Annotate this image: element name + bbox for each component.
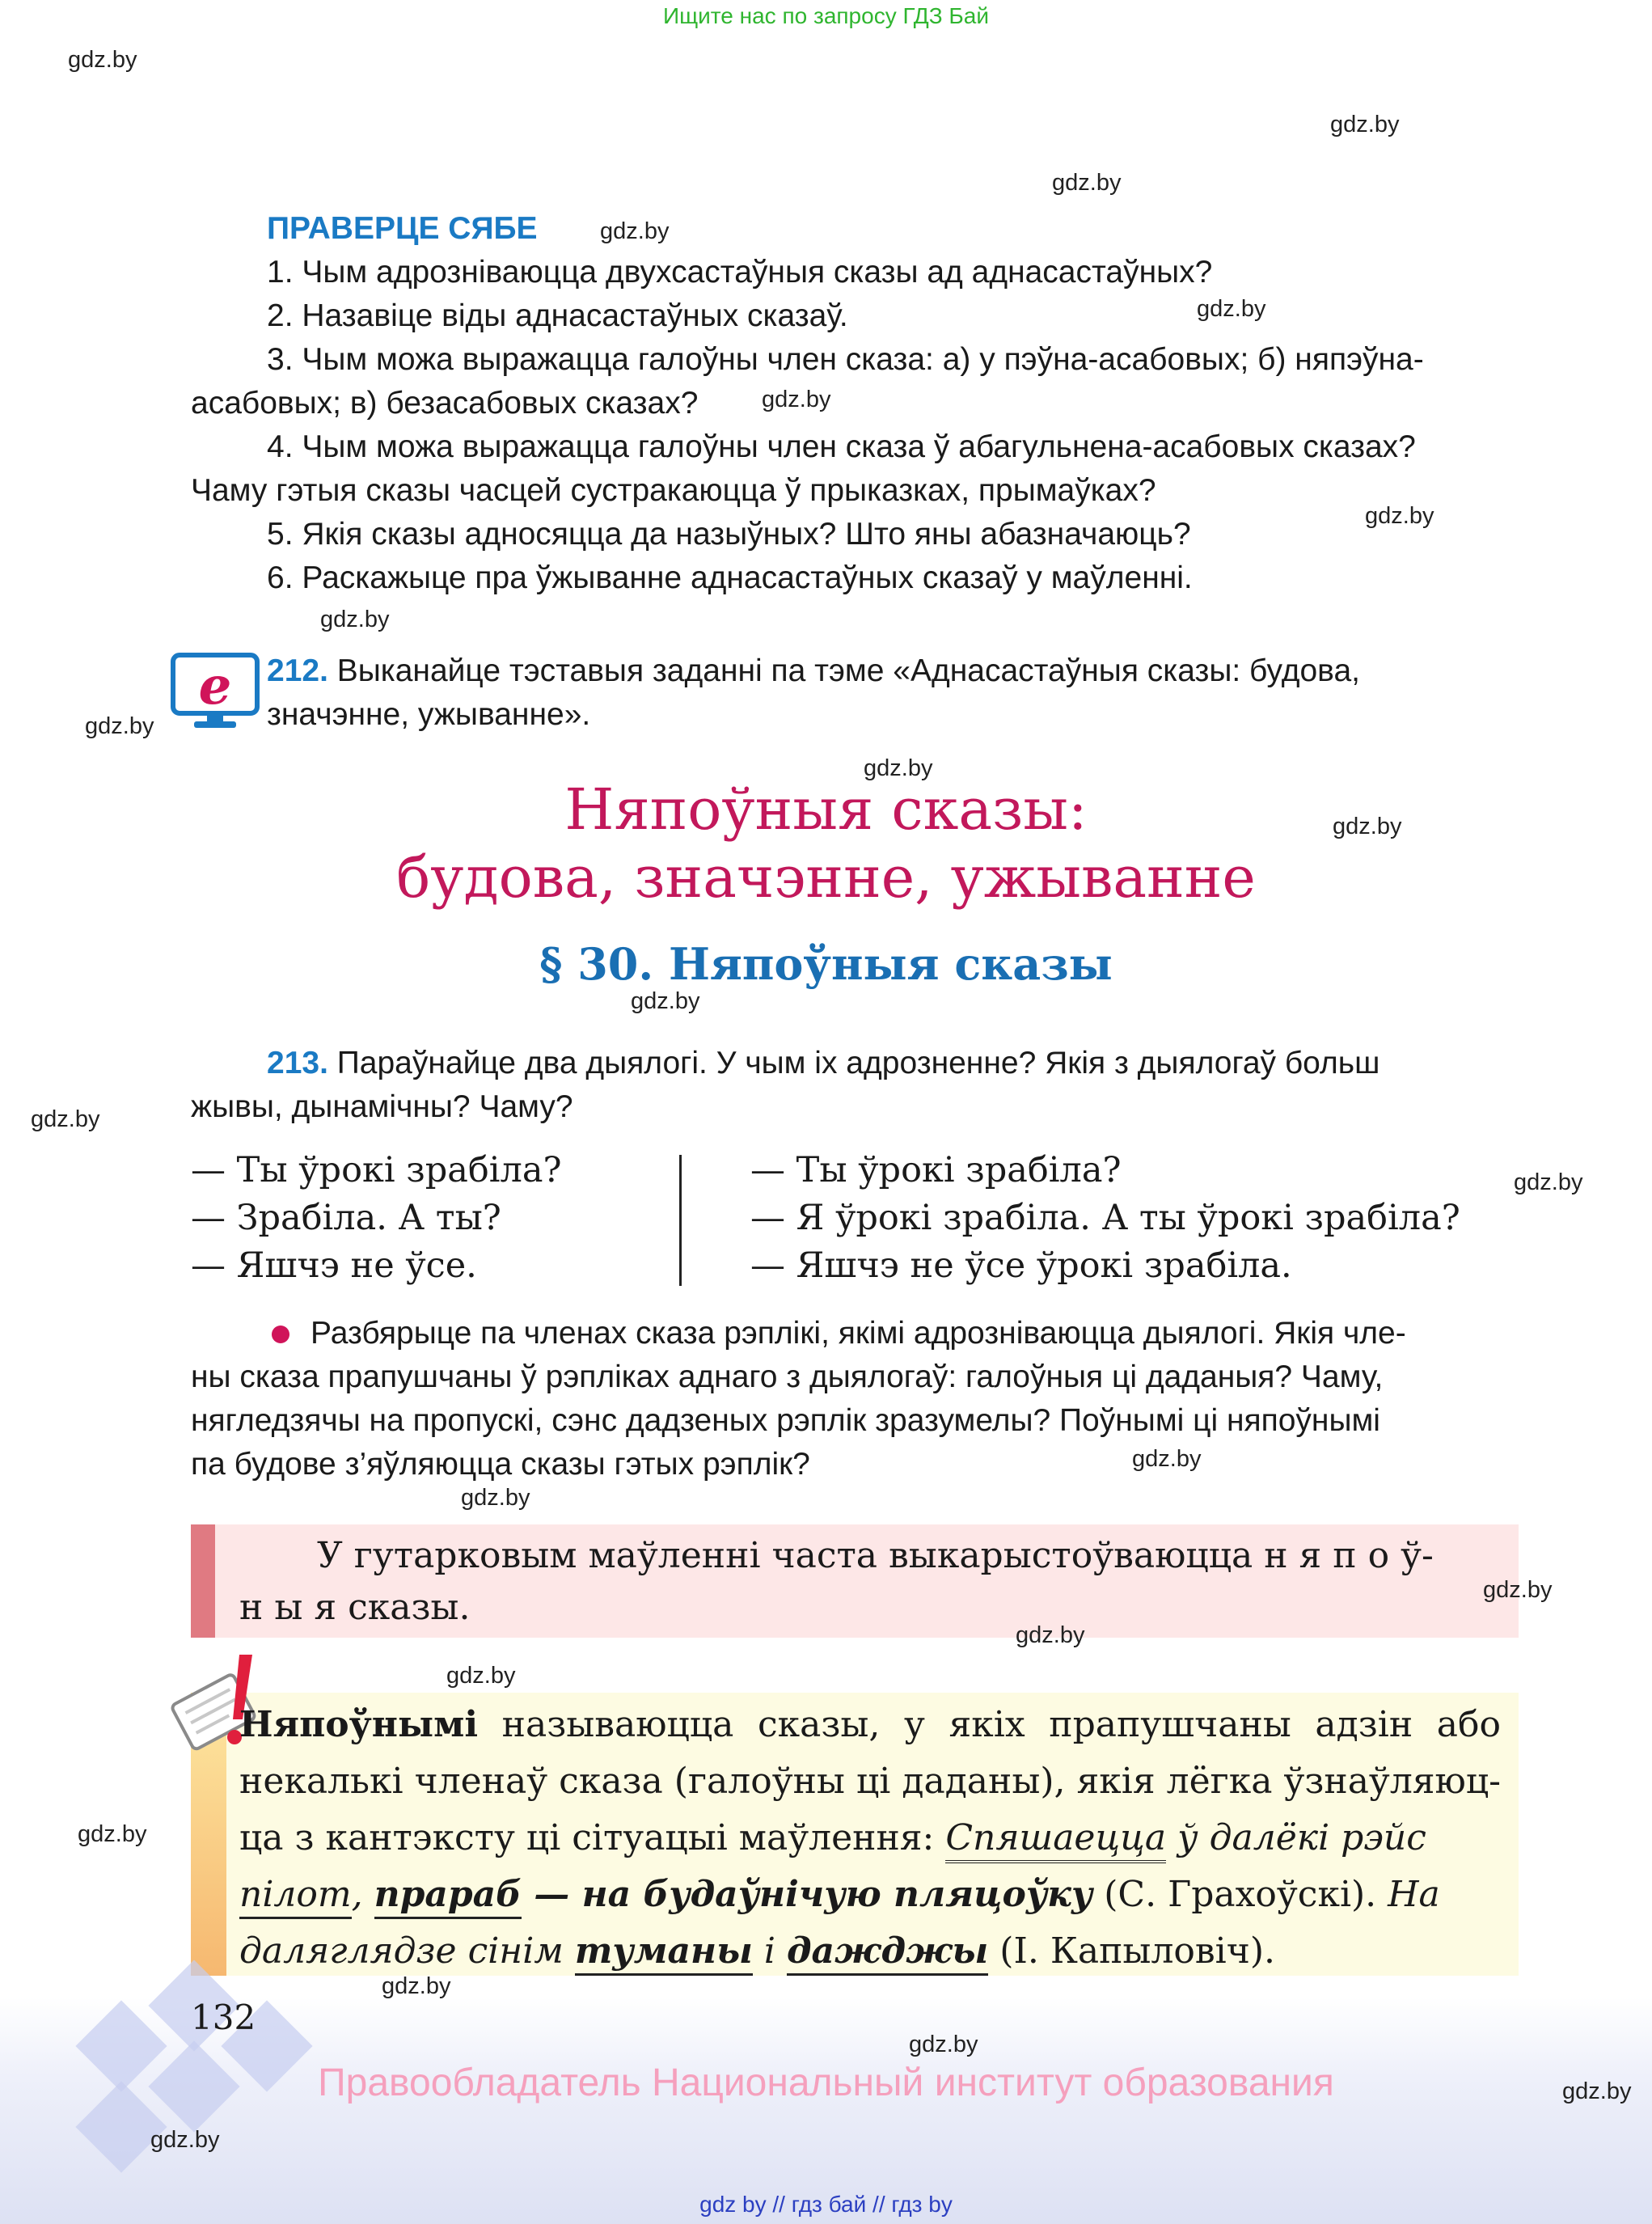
watermark: gdz.by	[1333, 814, 1402, 839]
dialog-line: — Яшчэ не ўсе.	[191, 1245, 477, 1286]
watermark: gdz.by	[909, 2032, 978, 2057]
task-line-4: па будове з’яўляюцца сказы гэтых рэплік?	[191, 1447, 810, 1482]
exercise-212-line-2: значэнне, ужыванне».	[267, 697, 591, 732]
watermark: gdz.by	[78, 1821, 147, 1847]
rule-line-4	[239, 1867, 1440, 1923]
dialog-divider	[679, 1155, 682, 1286]
dialog-right	[750, 1147, 1460, 1290]
watermark: gdz.by	[631, 988, 700, 1014]
author: (І. Капыловіч).	[988, 1930, 1275, 1972]
rule-line-1	[239, 1697, 1501, 1753]
watermark: gdz.by	[1052, 170, 1122, 196]
rule-line-5	[239, 1923, 1275, 1980]
bottom-links[interactable]: gdz by // гдз бай // гдз by	[699, 2192, 953, 2217]
example-subject: туманы	[575, 1930, 753, 1976]
task-line-3: нягледзячы на пропускі, сэнс дадзеных рэплік зразумелы? Поўнымі ці няпоўнымі	[191, 1403, 1380, 1438]
exercise-213-line-1	[267, 1042, 1519, 1085]
example-text: ,	[351, 1874, 374, 1915]
note-line-2: н ы я сказы.	[239, 1587, 471, 1628]
dialog-line: — Я ўрокі зрабіла. А ты ўрокі зрабіла?	[750, 1198, 1460, 1238]
e-learning-icon[interactable]	[170, 652, 260, 733]
watermark: gdz.by	[1365, 503, 1434, 529]
question-1: 1. Чым адрозніваюцца двухсастаўныя сказы ад аднасастаўных?	[267, 255, 1213, 290]
example-subject: дажджы	[787, 1930, 988, 1976]
exercise-number: 212.	[267, 653, 328, 688]
task-line-1: Разбярыце па членах сказа рэплікі, якімі адрозніваюцца дыялогі. Якія чле-	[311, 1316, 1406, 1351]
check-yourself-heading: ПРАВЕРЦЕ СЯБЕ	[267, 211, 538, 246]
svg-text:e: e	[198, 656, 232, 717]
exercise-213-text: Параўнайце два дыялогі. У чым іх адрозненне? Якія з дыялогаў больш	[336, 1046, 1380, 1080]
rule-text: ца з кантэксту ці сітуацыі маўлення:	[239, 1817, 946, 1858]
rule-line-3	[239, 1810, 1426, 1867]
example-text: На	[1388, 1874, 1440, 1915]
watermark: gdz.by	[864, 755, 933, 781]
watermark: gdz.by	[1483, 1577, 1553, 1603]
note-line-1: У гутарковым маўленні часта выкарыстоўваюцца н я п о ў-	[317, 1535, 1434, 1576]
dialog-line: — Яшчэ не ўсе ўрокі зрабіла.	[750, 1245, 1292, 1286]
example-text: — на будаўнічую пляцоўку	[521, 1874, 1093, 1915]
question-4-line-2: Чаму гэтыя сказы часцей сустракаюцца ў прыказках, прымаўках?	[191, 473, 1156, 508]
page-number: 132	[191, 1998, 256, 2037]
rule-term: Няпоўнымі	[239, 1704, 479, 1745]
task-bullet	[272, 1326, 289, 1343]
question-6: 6. Раскажыце пра ўжыванне аднасастаўных сказаў у маўленні.	[267, 560, 1193, 595]
watermark: gdz.by	[150, 2127, 220, 2153]
question-5: 5. Якія сказы адносяцца да назыўных? Што яны абазначаюць?	[267, 517, 1191, 552]
exercise-212-text: Выканайце тэставыя заданні па тэме «Аднасастаўныя сказы: будова,	[336, 653, 1360, 688]
question-3-line-1: 3. Чым можа выражацца галоўны член сказа: а) у пэўна-асабовых; б) няпэўна-	[267, 342, 1424, 377]
dialog-line: — Зрабіла. А ты?	[191, 1198, 501, 1238]
exercise-212-line-1	[267, 649, 1519, 693]
dialog-left	[191, 1147, 562, 1290]
watermark: gdz.by	[446, 1663, 516, 1689]
rule-line-2: некалькі членаў сказа (галоўны ці даданы), якія лёгка ўзнаўляюц-	[239, 1761, 1501, 1802]
exercise-213-line-2: жывы, дынамічны? Чаму?	[191, 1089, 573, 1124]
task-line-2: ны сказа прапушчаны ў рэпліках аднаго з дыялогаў: галоўныя ці даданыя? Чаму,	[191, 1359, 1384, 1394]
watermark: gdz.by	[1330, 112, 1400, 137]
watermark: gdz.by	[762, 387, 831, 412]
example-text: і	[752, 1930, 787, 1972]
example-predicate: Спяшаецца	[945, 1817, 1166, 1863]
watermark: gdz.by	[1562, 2078, 1632, 2104]
top-banner[interactable]: Ищите нас по запросу ГДЗ Бай	[662, 3, 990, 28]
watermark: gdz.by	[85, 713, 154, 739]
paragraph-title: § 30. Няпоўныя сказы	[539, 938, 1113, 990]
watermark: gdz.by	[382, 1973, 451, 1999]
section-title-line-1: Няпоўныя сказы:	[564, 776, 1088, 843]
note-bar	[191, 1524, 215, 1638]
rule-text: называюцца сказы, у якіх прапушчаны адзін або	[478, 1704, 1501, 1745]
question-4-line-1: 4. Чым можа выражацца галоўны член сказа ў абагульнена-асабовых сказах?	[267, 429, 1416, 464]
dialog-line: — Ты ўрокі зрабіла?	[750, 1150, 1122, 1190]
example-text: даляглядзе сінім	[239, 1930, 575, 1972]
watermark: gdz.by	[1016, 1622, 1085, 1648]
question-3-line-2: асабовых; в) безасабовых сказах?	[191, 386, 699, 421]
watermark: gdz.by	[320, 607, 390, 632]
watermark: gdz.by	[31, 1106, 100, 1132]
watermark: gdz.by	[1197, 296, 1266, 322]
section-title-line-2: будова, значэнне, ужыванне	[396, 844, 1256, 911]
watermark: gdz.by	[68, 47, 137, 73]
question-2: 2. Назавіце віды аднасастаўных сказаў.	[267, 298, 848, 333]
copyright-notice: Правообладатель Национальный институт образования	[318, 2061, 1334, 2104]
watermark: gdz.by	[461, 1485, 530, 1511]
watermark: gdz.by	[1132, 1446, 1202, 1472]
dialog-line: — Ты ўрокі зрабіла?	[191, 1150, 562, 1190]
example-text: ў далёкі рэйс	[1166, 1817, 1426, 1858]
author: (С. Грахоўскі).	[1092, 1874, 1388, 1915]
example-subject: пілот	[239, 1874, 352, 1919]
example-subject: прараб	[374, 1874, 522, 1919]
exercise-number: 213.	[267, 1046, 328, 1080]
watermark: gdz.by	[600, 218, 670, 244]
watermark: gdz.by	[1514, 1169, 1583, 1195]
